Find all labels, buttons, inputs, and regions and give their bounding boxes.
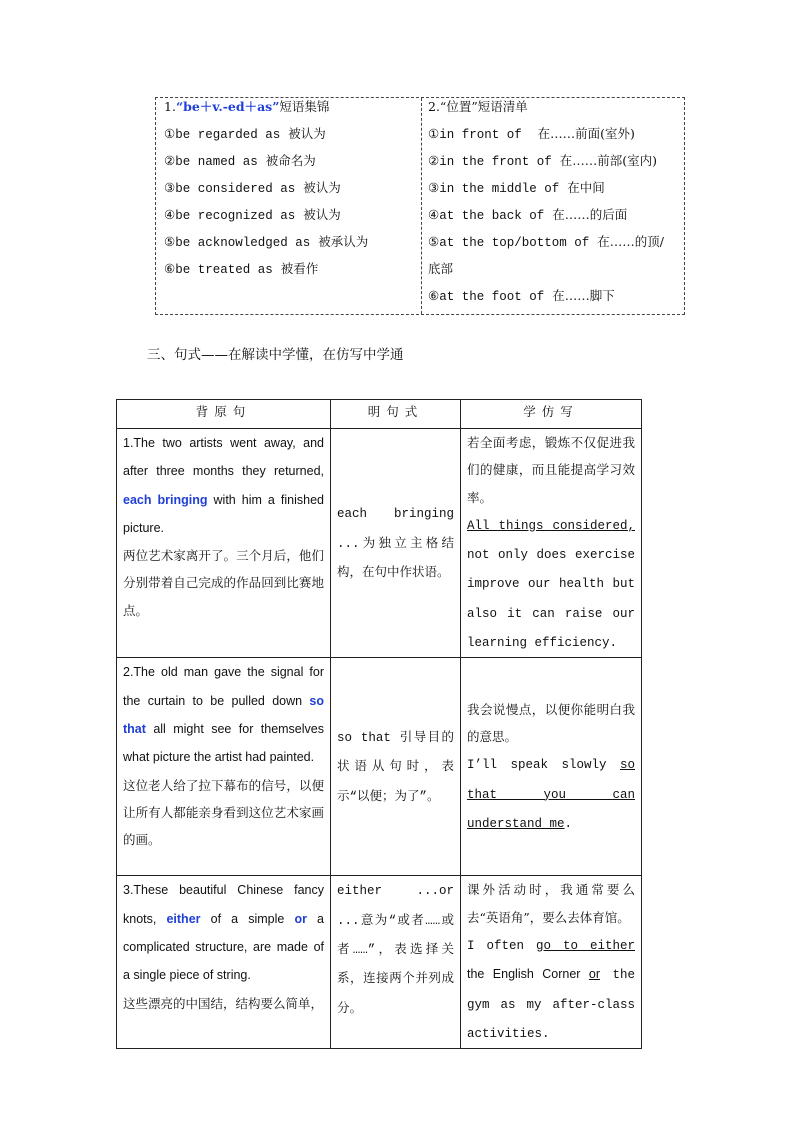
header-practice: 学仿写 [461, 400, 642, 429]
phrase-list-be-ved-as [164, 98, 416, 287]
original-translation: 这些漂亮的中国结，结构要么简单， [123, 995, 324, 1011]
title-formula: be＋v.-ed＋as [183, 99, 273, 114]
practice-cell: 课外活动时，我通常要么去“英语角”，要么去体育馆。 I often go to either the English Corner or the gym as my after-class activities. [461, 876, 642, 1049]
practice-cell: 若全面考虑，锻炼不仅促进我们的健康，而且能提高学习效率。 All things considered, not only does exercise improve our health but also it can raise our learning efficiency. [461, 429, 642, 658]
phrase-item: ①be regarded as 被认为 [164, 126, 326, 142]
title-quote-close: ” [272, 99, 280, 114]
phrase-item: ⑥be treated as 被看作 [164, 261, 319, 277]
pattern-cell: so that 引导目的状语从句时，表示“以便；为了”。 [331, 658, 461, 876]
highlight-or: or [294, 911, 307, 926]
box-divider [421, 98, 422, 314]
phrase-item: ②in the front of 在……前部(室内) [428, 153, 657, 169]
title-suffix: 短语集锦 [279, 99, 330, 114]
practice-cell: 我会说慢点，以便你能明白我的意思。 I’ll speak slowly so that you can understand me. [461, 658, 642, 876]
phrase-item: ⑤at the top/bottom of 在……的顶/ [428, 234, 664, 250]
phrase-item: ⑤be acknowledged as 被承认为 [164, 234, 369, 250]
highlight-either: either [166, 911, 201, 926]
practice-prompt: 若全面考虑，锻炼不仅促进我们的健康，而且能提高学习效率。 [467, 435, 635, 505]
phrase-item: ④be recognized as 被认为 [164, 207, 341, 223]
phrase-item: ③in the middle of 在中间 [428, 180, 605, 196]
practice-answer: so that you can understand me [467, 758, 635, 831]
phrase-item: ②be named as 被命名为 [164, 153, 316, 169]
header-pattern: 明句式 [331, 400, 461, 429]
phrase-list-title: 2.“位置”短语清单 [428, 99, 528, 114]
original-sentence-cell: 1.The two artists went away, and after three months they returned, each bringing with him a finished picture. 两位艺术家离开了。三个月后，他们分别带着自己完成的作品回到比赛地点。 [117, 429, 331, 658]
original-sentence-cell: 3.These beautiful Chinese fancy knots, either of a simple or a complicated structure, are made of a single piece of string. 这些漂亮的中国结，结构要么简单， [117, 876, 331, 1049]
phrase-box [155, 97, 685, 315]
original-translation: 这位老人给了拉下幕布的信号，以便让所有人都能亲身看到这位艺术家画的画。 [123, 777, 324, 848]
pattern-cell: either ...or ...意为“或者……或者……”，表选择关系，连接两个并列成分。 [331, 876, 461, 1049]
original-sentence-cell: 2.The old man gave the signal for the curtain to be pulled down so that all might see for themselves what picture the artist had painted. 这位老人给了拉下幕布的信号，以便让所有人都能亲身看到这位艺术家画的画。 [117, 658, 331, 876]
practice-answer-or: or [588, 967, 601, 982]
phrase-list-title [164, 98, 416, 125]
table-row [117, 876, 642, 1049]
phrase-item: ⑥at the foot of 在……脚下 [428, 288, 615, 304]
practice-answer: All things considered, [467, 518, 635, 533]
table-row [117, 658, 642, 876]
table-header-row [117, 400, 642, 429]
sentence-table [116, 399, 642, 1049]
highlight-so-that: so that [123, 693, 324, 736]
original-translation: 两位艺术家离开了。三个月后，他们分别带着自己完成的作品回到比赛地点。 [123, 548, 324, 618]
phrase-item: ①in front of 在……前面(室外) [428, 126, 635, 142]
practice-answer: go to either [536, 938, 635, 953]
pattern-cell: each bringing ...为独立主格结构，在句中作状语。 [331, 429, 461, 658]
phrase-item: ③be considered as 被认为 [164, 180, 341, 196]
phrase-item-continued: 底部 [428, 261, 454, 276]
phrase-list-position [428, 98, 680, 314]
title-quote-open: “ [175, 99, 184, 114]
phrase-item: ④at the back of 在……的后面 [428, 207, 628, 223]
header-original-sentence: 背原句 [117, 400, 331, 429]
title-number: 1. [164, 99, 176, 114]
highlight-each-bringing: each bringing [123, 492, 208, 507]
section-heading: 三、句式——在解读中学懂，在仿写中学通 [147, 347, 404, 363]
table-row [117, 429, 642, 658]
practice-prompt: 我会说慢点，以便你能明白我的意思。 [467, 701, 635, 744]
practice-prompt: 课外活动时，我通常要么去“英语角”，要么去体育馆。 [467, 882, 635, 925]
